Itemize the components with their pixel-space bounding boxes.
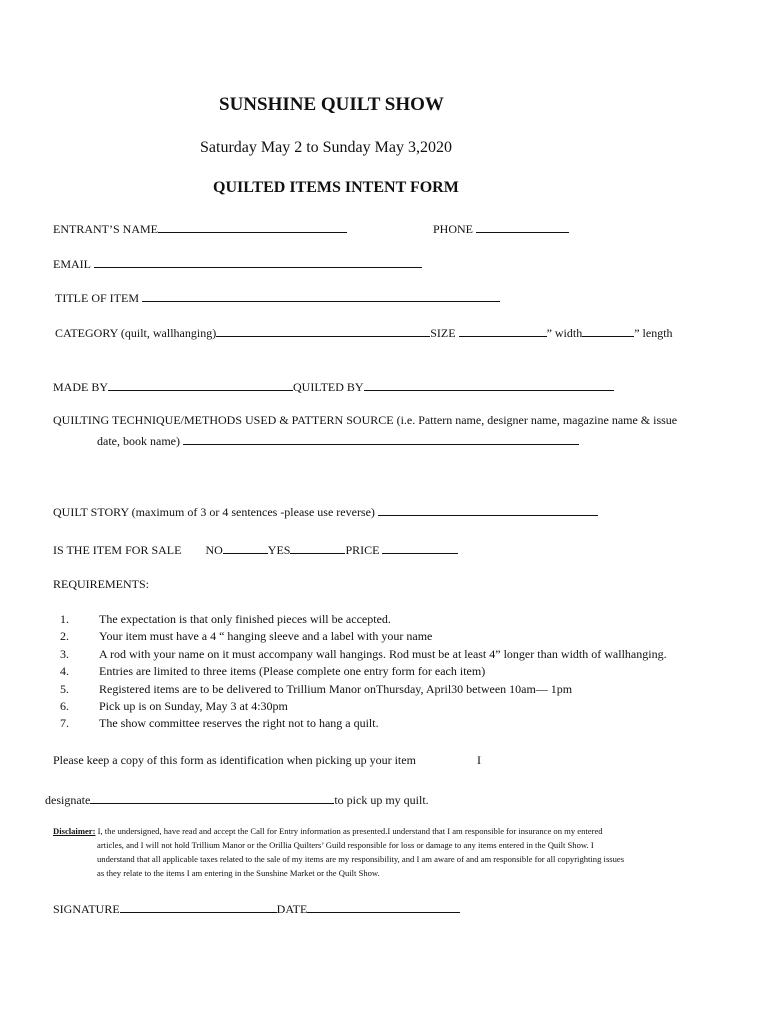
yes-field[interactable] bbox=[290, 542, 345, 554]
requirement-number: 6. bbox=[60, 699, 69, 713]
requirement-item bbox=[53, 664, 733, 680]
designate-label: designate bbox=[45, 793, 91, 807]
disclaimer-line-4: as they relate to the items I am entering in the Sunshine Market or the Quilt Show. bbox=[97, 868, 380, 878]
entrant-name-field[interactable] bbox=[158, 221, 347, 233]
requirements-heading: REQUIREMENTS: bbox=[53, 577, 149, 591]
category-field[interactable] bbox=[216, 325, 430, 337]
disclaimer-line-3: understand that all applicable taxes related to the sale of my items are my responsibility, and I am aware of and am responsible for all copyrighting issues bbox=[97, 854, 625, 864]
requirement-number: 7. bbox=[60, 716, 69, 730]
pickup-suffix: to pick up my quilt. bbox=[334, 793, 429, 807]
category-row bbox=[55, 325, 673, 341]
requirement-item bbox=[53, 682, 733, 698]
entrant-name-label: ENTRANT’S NAME bbox=[53, 222, 158, 236]
price-field[interactable] bbox=[382, 542, 458, 554]
pickup-note: Please keep a copy of this form as identification when picking up your item bbox=[53, 753, 416, 767]
phone-label: PHONE bbox=[433, 222, 474, 236]
signature-field[interactable] bbox=[120, 901, 277, 913]
width-label: ” width bbox=[546, 326, 583, 340]
requirement-text: The show committee reserves the right not to hang a quilt. bbox=[99, 716, 379, 730]
requirement-text: Entries are limited to three items (Please complete one entry form for each item) bbox=[99, 664, 486, 678]
requirements-list bbox=[53, 612, 733, 732]
date-label: DATE bbox=[276, 902, 308, 916]
requirement-item bbox=[53, 699, 733, 715]
quilt-story-field[interactable] bbox=[378, 504, 598, 516]
size-field[interactable] bbox=[459, 325, 547, 337]
signature-label: SIGNATURE bbox=[53, 902, 120, 916]
made-by-row bbox=[53, 379, 614, 395]
no-field[interactable] bbox=[223, 542, 268, 554]
requirement-item bbox=[53, 716, 733, 732]
form-title: QUILTED ITEMS INTENT FORM bbox=[213, 179, 459, 196]
requirement-item bbox=[53, 629, 733, 645]
made-by-label: MADE BY bbox=[53, 380, 109, 394]
pickup-i: I bbox=[477, 753, 481, 767]
date-field[interactable] bbox=[307, 901, 460, 913]
disclaimer-label: Disclaimer: bbox=[53, 826, 96, 836]
size-label: SIZE bbox=[430, 326, 456, 340]
email-label: EMAIL bbox=[53, 257, 91, 271]
technique-line-1: QUILTING TECHNIQUE/METHODS USED & PATTERN SOURCE (i.e. Pattern name, designer name, magazine name & issue bbox=[53, 413, 678, 427]
designate-field[interactable] bbox=[90, 792, 334, 804]
title-of-item-label: TITLE OF ITEM bbox=[55, 291, 139, 305]
requirement-number: 3. bbox=[60, 647, 69, 661]
technique-line-2: date, book name) bbox=[97, 434, 180, 448]
technique-row-2 bbox=[97, 433, 579, 449]
quilted-by-label: QUILTED BY bbox=[293, 380, 364, 394]
requirement-number: 5. bbox=[60, 682, 69, 696]
requirement-number: 4. bbox=[60, 664, 69, 678]
requirement-number: 1. bbox=[60, 612, 69, 626]
quilt-story-row bbox=[53, 504, 598, 520]
length-label: ” length bbox=[634, 326, 673, 340]
made-by-field[interactable] bbox=[108, 379, 293, 391]
email-row bbox=[53, 256, 422, 272]
requirement-number: 2. bbox=[60, 629, 69, 643]
title-of-item-row bbox=[55, 290, 500, 306]
email-field[interactable] bbox=[94, 256, 422, 268]
technique-field[interactable] bbox=[183, 433, 579, 445]
yes-label: YES bbox=[267, 543, 291, 557]
entrant-name-row bbox=[53, 221, 347, 237]
page-title: SUNSHINE QUILT SHOW bbox=[219, 94, 444, 115]
requirement-text: Registered items are to be delivered to Trillium Manor onThursday, April30 between 10am— 1pm bbox=[99, 682, 573, 696]
quilted-by-field[interactable] bbox=[364, 379, 614, 391]
for-sale-row bbox=[53, 542, 458, 558]
requirement-text: A rod with your name on it must accompany wall hangings. Rod must be at least 4” longer than width of wallhanging. bbox=[99, 647, 667, 661]
requirement-text: Your item must have a 4 “ hanging sleeve and a label with your name bbox=[99, 629, 433, 643]
phone-row bbox=[433, 221, 569, 237]
requirement-text: Pick up is on Sunday, May 3 at 4:30pm bbox=[99, 699, 288, 713]
designate-row bbox=[45, 792, 429, 808]
no-label: NO bbox=[205, 543, 223, 557]
category-label: CATEGORY (quilt, wallhanging) bbox=[55, 326, 217, 340]
for-sale-label: IS THE ITEM FOR SALE bbox=[53, 543, 182, 557]
quilt-story-label: QUILT STORY (maximum of 3 or 4 sentences -please use reverse) bbox=[53, 505, 375, 519]
disclaimer-text-1: I, the undersigned, have read and accept the Call for Entry information as presented.I understand that I am responsible for insurance on my entered bbox=[95, 826, 603, 836]
requirement-item bbox=[53, 647, 733, 663]
requirement-text: The expectation is that only finished pieces will be accepted. bbox=[99, 612, 391, 626]
phone-field[interactable] bbox=[476, 221, 569, 233]
title-of-item-field[interactable] bbox=[142, 290, 500, 302]
signature-row bbox=[53, 901, 460, 917]
disclaimer-line-1 bbox=[53, 824, 603, 838]
requirement-item bbox=[53, 612, 733, 628]
show-dates: Saturday May 2 to Sunday May 3,2020 bbox=[200, 139, 452, 156]
price-label: PRICE bbox=[345, 543, 380, 557]
width-field[interactable] bbox=[582, 325, 634, 337]
disclaimer-line-2: articles, and I will not hold Trillium Manor or the Orillia Quilters’ Guild responsible for loss or damage to any items entered in the Quilt Show. I bbox=[97, 840, 594, 850]
